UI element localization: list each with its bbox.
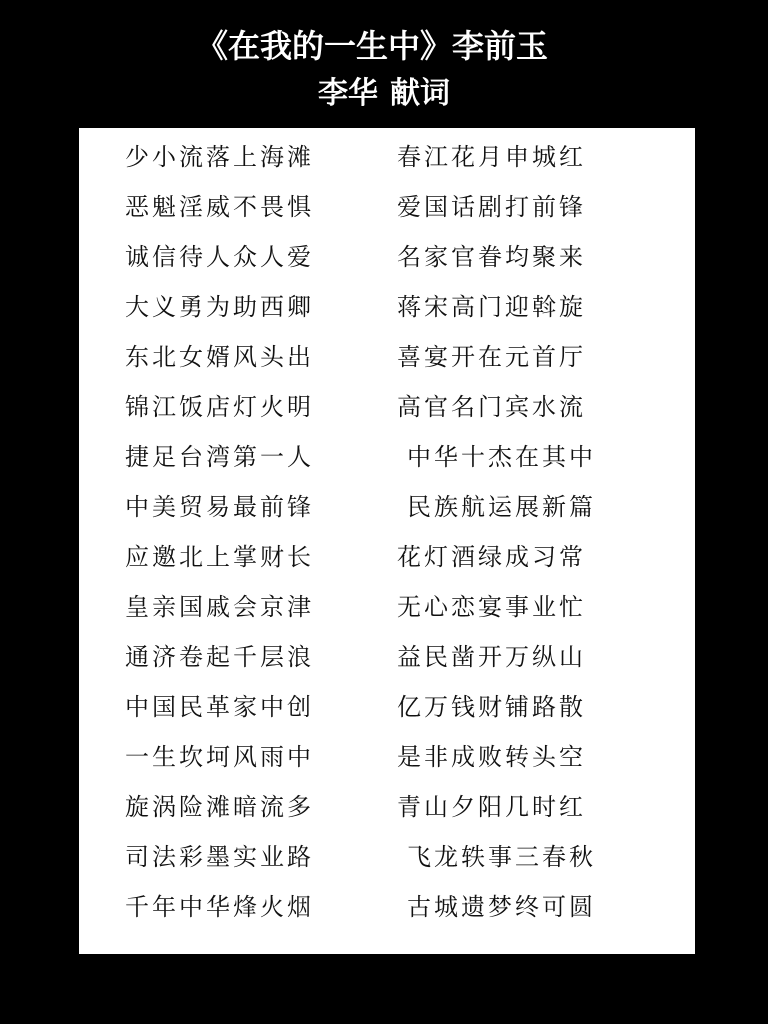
poem-line-left: 恶魁淫威不畏惧 (125, 193, 314, 221)
poem-line-right: 民族航运展新篇 (407, 493, 596, 521)
poem-row (79, 437, 695, 477)
poem-row (79, 837, 695, 877)
poem-line-right: 青山夕阳几时红 (397, 793, 586, 821)
poem-row (79, 687, 695, 727)
dedication-label: 献词 (390, 76, 450, 111)
poem-row (79, 387, 695, 427)
poem-line-right: 中华十杰在其中 (407, 443, 596, 471)
poem-line-left: 捷足台湾第一人 (125, 443, 314, 471)
poem-row (79, 187, 695, 227)
poem-line-right: 益民凿开万纵山 (397, 643, 586, 671)
poem-row (79, 887, 695, 927)
poem-row (79, 337, 695, 377)
poem-line-right: 春江花月申城红 (397, 143, 586, 171)
poem-line-left: 东北女婿风头出 (125, 343, 314, 371)
poem-row (79, 737, 695, 777)
author-name: 李华 (318, 76, 378, 111)
poem-row (79, 487, 695, 527)
poem-line-right: 飞龙轶事三春秋 (407, 843, 596, 871)
poem-title: 《在我的一生中》李前玉 (196, 27, 549, 65)
poem-line-left: 少小流落上海滩 (125, 143, 314, 171)
poem-line-right: 亿万钱财铺路散 (397, 693, 586, 721)
poem-line-right: 是非成败转头空 (397, 743, 586, 771)
dedication-credit (318, 74, 450, 114)
poem-line-left: 通济卷起千层浪 (125, 643, 314, 671)
poem-line-left: 中国民革家中创 (125, 693, 314, 721)
poem-line-left: 应邀北上掌财长 (125, 543, 314, 571)
poem-line-left: 司法彩墨实业路 (125, 843, 314, 871)
poem-line-left: 旋涡险滩暗流多 (125, 793, 314, 821)
poem-line-right: 无心恋宴事业忙 (397, 593, 586, 621)
poem-line-left: 锦江饭店灯火明 (125, 393, 314, 421)
poem-line-left: 千年中华烽火烟 (125, 893, 314, 921)
poem-line-left: 诚信待人众人爱 (125, 243, 314, 271)
poem-row (79, 287, 695, 327)
poem-line-right: 古城遗梦终可圆 (407, 893, 596, 921)
poem-sheet (79, 128, 695, 954)
poem-line-left: 一生坎坷风雨中 (125, 743, 314, 771)
poem-line-right: 喜宴开在元首厅 (397, 343, 586, 371)
poem-row (79, 137, 695, 177)
poem-line-right: 花灯酒绿成习常 (397, 543, 586, 571)
poem-line-left: 皇亲国戚会京津 (125, 593, 314, 621)
poem-line-left: 中美贸易最前锋 (125, 493, 314, 521)
poem-line-left: 大义勇为助西卿 (125, 293, 314, 321)
poem-row (79, 587, 695, 627)
poem-row (79, 637, 695, 677)
poem-row (79, 537, 695, 577)
poem-line-right: 蒋宋高门迎斡旋 (397, 293, 586, 321)
poem-line-right: 名家官眷均聚来 (397, 243, 586, 271)
poem-row (79, 237, 695, 277)
poem-line-right: 爱国话剧打前锋 (397, 193, 586, 221)
header (0, 0, 768, 128)
poem-row (79, 787, 695, 827)
poem-line-right: 高官名门宾水流 (397, 393, 586, 421)
